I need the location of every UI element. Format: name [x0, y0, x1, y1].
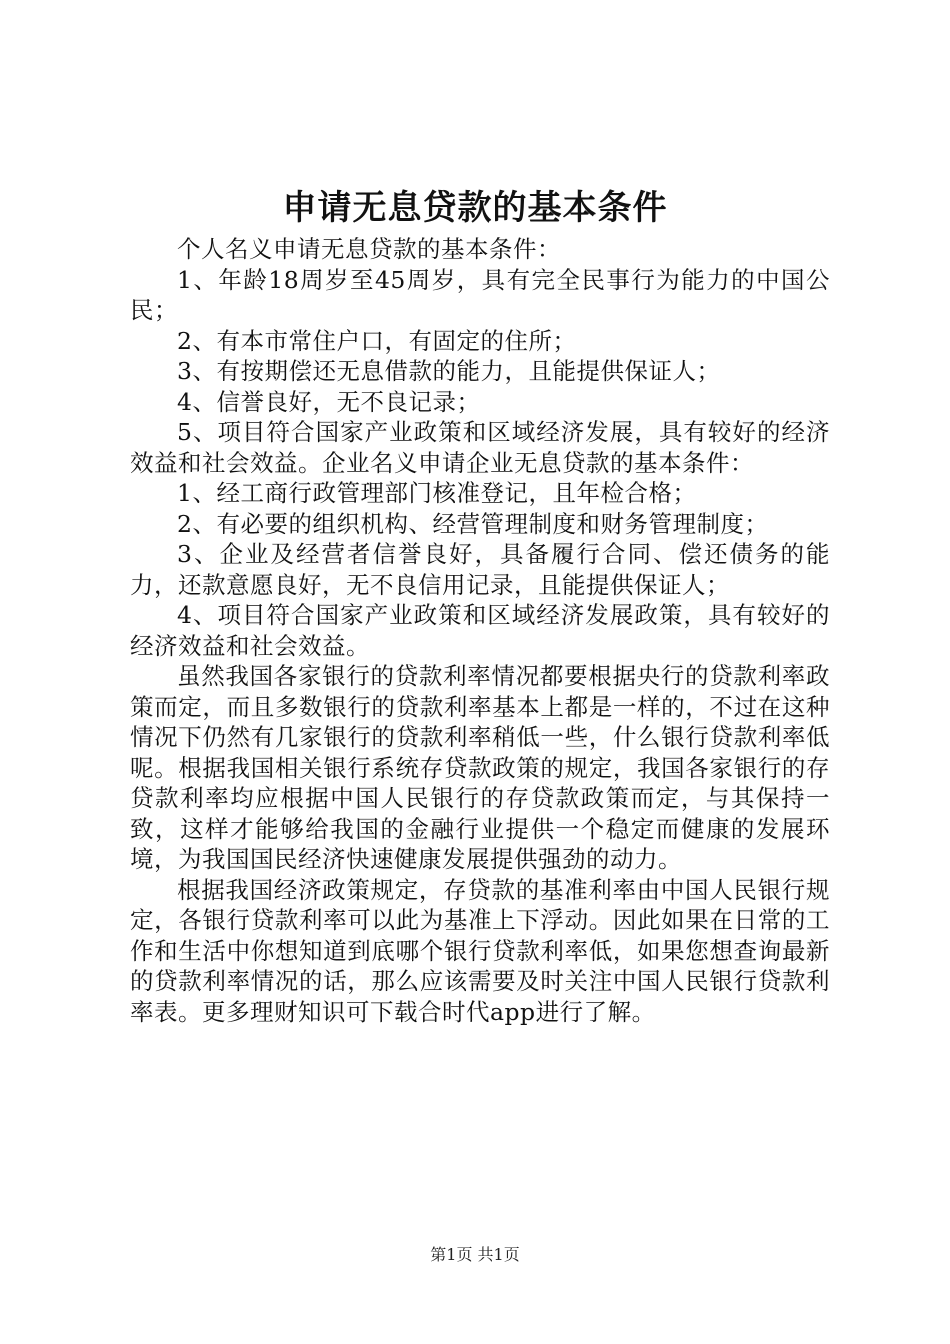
paragraph-personal-item-5: 5、项目符合国家产业政策和区域经济发展，具有较好的经济效益和社会效益。企业名义申请企业无息贷款的基本条件：: [130, 418, 830, 477]
paragraph-personal-item-3: 3、有按期偿还无息借款的能力，且能提供保证人；: [177, 357, 721, 385]
paragraph-enterprise-item-2: 2、有必要的组织机构、经营管理制度和财务管理制度；: [177, 509, 769, 538]
paragraph-personal-intro: 个人名义申请无息贷款的基本条件：: [177, 235, 561, 263]
paragraph-personal-item-2: 2、有本市常住户口，有固定的住所；: [177, 326, 577, 355]
paragraph-personal-item-1: 1、年龄18周岁至45周岁，具有完全民事行为能力的中国公民；: [130, 265, 830, 324]
document-body: [130, 234, 830, 1027]
paragraph-enterprise-item-3: 3、企业及经营者信誉良好，具备履行合同、偿还债务的能力，还款意愿良好，无不良信用记录，且能提供保证人；: [130, 540, 830, 599]
paragraph-interest-rates: 虽然我国各家银行的贷款利率情况都要根据央行的贷款利率政策而定，而且多数银行的贷款利率基本上都是一样的，不过在这种情况下仍然有几家银行的贷款利率稍低一些，什么银行贷款利率低呢。根据我国相关银行系统存贷款政策的规定，我国各家银行的存贷款利率均应根据中国人民银行的存贷款政策而定，与其保持一致，这样才能够给我国的金融行业提供一个稳定而健康的发展环境，为我国国民经济快速健康发展提供强劲的动力。: [130, 662, 830, 873]
document-title: 申请无息贷款的基本条件: [282, 188, 668, 228]
paragraph-benchmark-rate: 根据我国经济政策规定，存贷款的基准利率由中国人民银行规定，各银行贷款利率可以此为基准上下浮动。因此如果在日常的工作和生活中你想知道到底哪个银行贷款利率低，如果您想查询最新的贷款利率情况的话，那么应该需要及时关注中国人民银行贷款利率表。更多理财知识可下载合时代app进行了解。: [130, 875, 830, 1026]
paragraph-enterprise-item-1: 1、经工商行政管理部门核准登记，且年检合格；: [177, 479, 697, 507]
paragraph-personal-item-4: 4、信誉良好，无不良记录；: [177, 387, 481, 416]
paragraph-enterprise-item-4: 4、项目符合国家产业政策和区域经济发展政策，具有较好的经济效益和社会效益。: [130, 601, 830, 660]
page-number-footer: 第1页 共1页: [430, 1245, 520, 1264]
